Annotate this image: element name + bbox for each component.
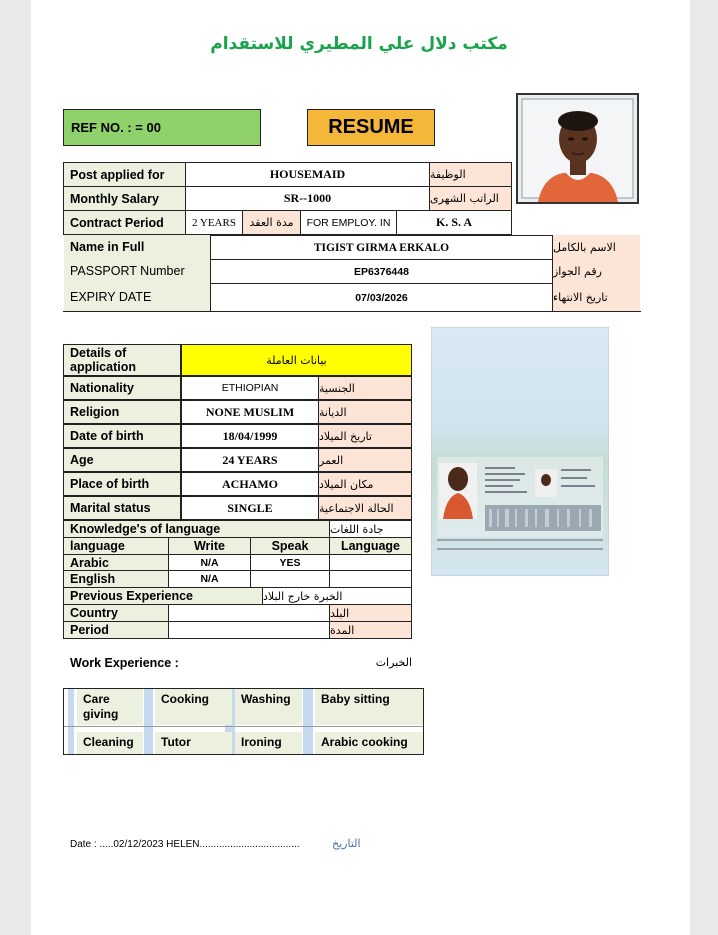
skill-washing: Washing bbox=[235, 689, 302, 725]
work-exp-label: Work Experience : bbox=[70, 656, 179, 670]
post-label-ar: الوظيفة bbox=[429, 162, 512, 187]
pob-label-ar: مكان الميلاد bbox=[318, 472, 412, 496]
religion-value: NONE MUSLIM bbox=[181, 400, 319, 424]
footer-date-ar: التاريخ bbox=[332, 837, 361, 850]
lang-arabic-speak: YES bbox=[250, 554, 330, 571]
lang-english-speak bbox=[250, 570, 330, 588]
age-value: 24 YEARS bbox=[181, 448, 319, 472]
languages-title: Knowledge's of language bbox=[63, 520, 330, 538]
age-label-ar: العمر bbox=[318, 448, 412, 472]
skill-cleaning: Cleaning bbox=[77, 732, 143, 754]
skill-arabic-cooking: Arabic cooking bbox=[315, 732, 423, 754]
religion-label-ar: الديانة bbox=[318, 400, 412, 424]
nationality-label: Nationality bbox=[63, 376, 181, 400]
dob-label-ar: تاريخ الميلاد bbox=[318, 424, 412, 448]
skill-care-giving: Care giving bbox=[77, 689, 143, 725]
name-label: Name in Full bbox=[64, 235, 211, 259]
marital-value: SINGLE bbox=[181, 496, 319, 520]
skill-tutor: Tutor bbox=[155, 732, 232, 754]
lang-row-arabic: Arabic bbox=[63, 554, 169, 571]
skills-col-marker bbox=[68, 689, 74, 754]
lang-header-write: Write bbox=[168, 537, 251, 555]
period-label: Period bbox=[63, 621, 169, 639]
passport-label: PASSPORT Number bbox=[64, 259, 211, 283]
contract-years: 2 YEARS bbox=[185, 210, 243, 235]
marital-label-ar: الحالة الاجتماعية bbox=[318, 496, 412, 520]
expiry-value: 07/03/2026 bbox=[210, 283, 553, 312]
lang-row-english: English bbox=[63, 570, 169, 588]
skill-cooking: Cooking bbox=[155, 689, 232, 725]
details-label: Details of application bbox=[63, 344, 181, 376]
age-label: Age bbox=[63, 448, 181, 472]
period-value bbox=[168, 621, 330, 639]
passport-scan-image bbox=[431, 327, 609, 576]
nationality-label-ar: الجنسية bbox=[318, 376, 412, 400]
prev-exp-label: Previous Experience bbox=[63, 587, 263, 605]
agency-title: مكتب دلال علي المطيري للاستقدام bbox=[210, 34, 508, 54]
prev-exp-label-ar: الخبرة خارج البلاد bbox=[262, 587, 412, 605]
lang-arabic-write: N/A bbox=[168, 554, 251, 571]
footer-date: Date : .....02/12/2023 HELEN.................................... bbox=[70, 839, 300, 850]
for-employ-label: FOR EMPLOY. IN bbox=[300, 210, 397, 235]
passport-value: EP6376448 bbox=[210, 259, 553, 284]
skills-row-divider bbox=[64, 726, 423, 727]
post-label: Post applied for bbox=[63, 162, 186, 187]
period-label-ar: المدة bbox=[329, 621, 412, 639]
post-value: HOUSEMAID bbox=[185, 162, 430, 187]
lang-header-speak: Speak bbox=[250, 537, 330, 555]
skill-ironing: Ironing bbox=[235, 732, 302, 754]
contract-period-ar: مدة العقد bbox=[242, 210, 301, 235]
applicant-photo bbox=[516, 93, 639, 204]
lang-arabic-extra bbox=[329, 554, 412, 571]
religion-label: Religion bbox=[63, 400, 181, 424]
pob-value: ACHAMO bbox=[181, 472, 319, 496]
country-label: Country bbox=[63, 604, 169, 622]
lang-header-language: language bbox=[63, 537, 169, 555]
salary-value: SR--1000 bbox=[185, 186, 430, 211]
nationality-value: ETHIOPIAN bbox=[181, 376, 319, 400]
skill-baby-sitting: Baby sitting bbox=[315, 689, 423, 725]
lang-english-write: N/A bbox=[168, 570, 251, 588]
expiry-label-ar: تاريخ الانتهاء bbox=[553, 283, 640, 311]
marital-label: Marital status bbox=[63, 496, 181, 520]
lang-header-language-2: Language bbox=[329, 537, 412, 555]
work-exp-label-ar: الخبرات bbox=[375, 656, 412, 669]
lang-english-extra bbox=[329, 570, 412, 588]
dob-value: 18/04/1999 bbox=[181, 424, 319, 448]
pob-label: Place of birth bbox=[63, 472, 181, 496]
passport-scan bbox=[431, 327, 609, 576]
portrait-image bbox=[518, 95, 637, 202]
languages-title-ar: جادة اللغات bbox=[329, 520, 412, 538]
dob-label: Date of birth bbox=[63, 424, 181, 448]
employ-country: K. S. A bbox=[396, 210, 512, 235]
salary-label: Monthly Salary bbox=[63, 186, 186, 211]
expiry-label: EXPIRY DATE bbox=[64, 283, 211, 311]
ref-number: REF NO. : = 00 bbox=[63, 109, 261, 146]
country-value bbox=[168, 604, 330, 622]
name-value: TIGIST GIRMA ERKALO bbox=[210, 235, 553, 260]
skills-col-marker bbox=[144, 689, 153, 754]
divider bbox=[63, 311, 641, 312]
resume-badge: RESUME bbox=[307, 109, 435, 146]
contract-label: Contract Period bbox=[63, 210, 186, 235]
passport-label-ar: رقم الجواز bbox=[553, 259, 640, 283]
country-label-ar: البلد bbox=[329, 604, 412, 622]
skills-col-marker bbox=[303, 689, 313, 754]
details-label-ar: بيانات العاملة bbox=[181, 344, 412, 376]
salary-label-ar: الراتب الشهرى bbox=[429, 186, 512, 211]
name-label-ar: الاسم بالكامل bbox=[553, 235, 640, 259]
